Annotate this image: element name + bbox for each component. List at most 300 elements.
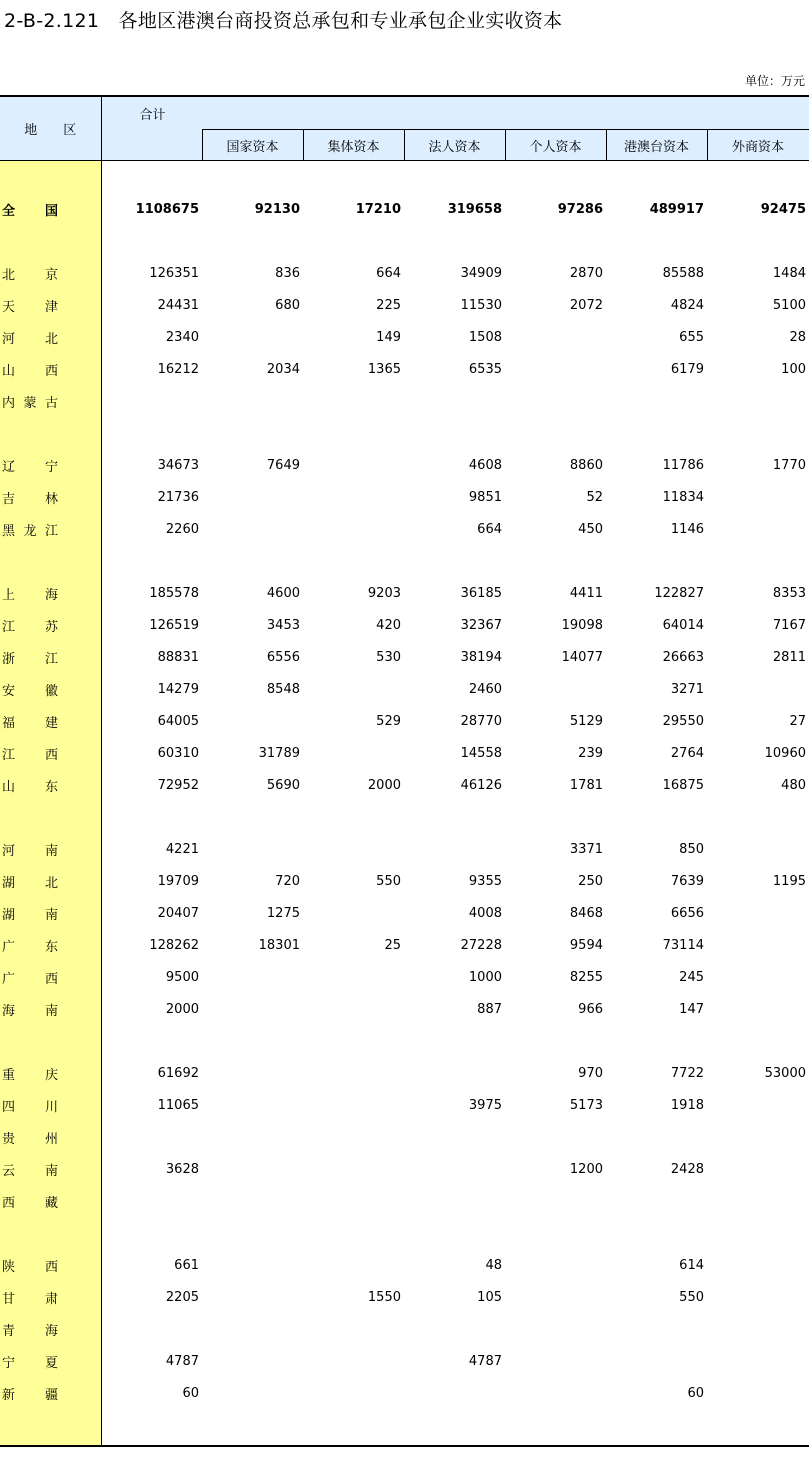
value-cell: 614 [679, 1257, 704, 1273]
total-cell: 128262 [149, 937, 199, 953]
value-cell [303, 1345, 404, 1377]
table-row [0, 1185, 809, 1217]
value-cell: 7649 [266, 457, 300, 473]
spacer-cell [404, 801, 505, 833]
spacer-cell [101, 161, 202, 194]
value-cell [707, 1121, 809, 1153]
region-char: 北 [44, 331, 58, 347]
region-char: 肃 [44, 1291, 58, 1307]
value-cell [707, 1377, 809, 1409]
value-cell: 11786 [662, 457, 704, 473]
region-char: 山 [2, 779, 16, 795]
value-cell: 34909 [460, 265, 502, 281]
value-cell: 2034 [266, 361, 300, 377]
spacer-cell [707, 225, 809, 257]
total-cell: 24431 [157, 297, 199, 313]
spacer-cell [303, 1025, 404, 1057]
region-char: 湖 [2, 907, 16, 923]
value-cell: 1200 [569, 1161, 603, 1177]
region-char: 浙 [2, 651, 16, 667]
value-cell: 550 [376, 873, 401, 889]
value-cell: 8255 [569, 969, 603, 985]
bottom-region [0, 1409, 101, 1446]
value-cell [707, 1281, 809, 1313]
region-cell [0, 385, 101, 417]
spacer-row [0, 417, 809, 449]
table-row [0, 673, 809, 705]
value-cell [707, 993, 809, 1025]
value-cell [606, 1345, 707, 1377]
region-char: 内 [2, 395, 16, 411]
value-cell: 8548 [266, 681, 300, 697]
header-col-0: 国家资本 [202, 130, 303, 161]
value-cell: 887 [477, 1001, 502, 1017]
region-cell [0, 481, 101, 513]
value-cell: 2072 [569, 297, 603, 313]
region-cell [0, 577, 101, 609]
value-cell: 149 [376, 329, 401, 345]
value-cell [505, 1249, 606, 1281]
value-cell: 18301 [258, 937, 300, 953]
value-cell [707, 481, 809, 513]
value-cell [202, 961, 303, 993]
value-cell [202, 833, 303, 865]
region-cell [0, 993, 101, 1025]
value-cell: 26663 [662, 649, 704, 665]
region-char: 川 [44, 1099, 58, 1115]
value-cell: 147 [679, 1001, 704, 1017]
value-cell [505, 1121, 606, 1153]
region-char: 湖 [2, 875, 16, 891]
value-cell [404, 1153, 505, 1185]
value-cell [202, 705, 303, 737]
header-top-blank [202, 96, 809, 130]
value-cell: 5100 [772, 297, 806, 313]
region-char: 江 [44, 651, 58, 667]
region-cell [0, 513, 101, 545]
value-cell: 10960 [764, 745, 806, 761]
total-cell: 4221 [165, 841, 199, 857]
value-cell: 1146 [670, 521, 704, 537]
value-cell: 25 [384, 937, 401, 953]
value-cell: 64014 [662, 617, 704, 633]
value-cell: 664 [477, 521, 502, 537]
spacer-cell [505, 161, 606, 194]
value-cell [606, 1313, 707, 1345]
region-char: 陕 [2, 1259, 16, 1275]
spacer-cell [707, 545, 809, 577]
value-cell [707, 385, 809, 417]
value-cell: 9355 [468, 873, 502, 889]
value-cell [303, 897, 404, 929]
spacer-cell [606, 1217, 707, 1249]
value-cell [505, 321, 606, 353]
value-cell [505, 1185, 606, 1217]
value-cell [707, 833, 809, 865]
spacer-row [0, 801, 809, 833]
value-cell [303, 1249, 404, 1281]
region-char: 新 [2, 1387, 16, 1403]
region-char: 国 [44, 203, 58, 219]
value-cell: 4411 [569, 585, 603, 601]
region-cell [0, 193, 101, 225]
value-cell: 1195 [772, 873, 806, 889]
region-char: 河 [2, 331, 16, 347]
value-cell: 480 [781, 777, 806, 793]
region-cell [0, 833, 101, 865]
region-char: 海 [44, 587, 58, 603]
value-cell: 239 [578, 745, 603, 761]
value-cell [202, 1249, 303, 1281]
value-cell [202, 385, 303, 417]
spacer-cell [404, 225, 505, 257]
spacer-cell [303, 161, 404, 194]
region-cell [0, 1281, 101, 1313]
value-cell: 9203 [367, 585, 401, 601]
value-cell: 1508 [468, 329, 502, 345]
value-cell [505, 1377, 606, 1409]
value-cell: 7639 [670, 873, 704, 889]
region-char: 南 [44, 1163, 58, 1179]
value-cell: 28770 [460, 713, 502, 729]
value-cell: 48 [485, 1257, 502, 1273]
bottom-cell [606, 1409, 707, 1446]
table-row [0, 961, 809, 993]
value-cell [303, 737, 404, 769]
value-cell [505, 353, 606, 385]
value-cell [303, 1057, 404, 1089]
header-total-blank [101, 130, 202, 161]
value-cell: 4824 [670, 297, 704, 313]
total-cell: 9500 [165, 969, 199, 985]
value-cell: 1275 [266, 905, 300, 921]
bottom-cell [404, 1409, 505, 1446]
region-char: 南 [44, 843, 58, 859]
region-char: 西 [44, 363, 58, 379]
value-cell: 97286 [557, 201, 603, 217]
value-cell [404, 1185, 505, 1217]
value-cell: 105 [477, 1289, 502, 1305]
value-cell [505, 1313, 606, 1345]
table-row [0, 1089, 809, 1121]
region-char: 林 [44, 491, 58, 507]
table-row [0, 513, 809, 545]
table-row [0, 1121, 809, 1153]
value-cell [707, 929, 809, 961]
value-cell [606, 385, 707, 417]
value-cell [303, 1313, 404, 1345]
value-cell [303, 1089, 404, 1121]
value-cell: 11530 [460, 297, 502, 313]
header-row-sub [0, 130, 809, 161]
total-cell: 126519 [149, 617, 199, 633]
spacer-cell [404, 1217, 505, 1249]
spacer-region [0, 545, 101, 577]
region-cell [0, 1185, 101, 1217]
region-char: 古 [44, 395, 58, 411]
value-cell: 92475 [760, 201, 806, 217]
value-cell: 52 [586, 489, 603, 505]
value-cell: 1000 [468, 969, 502, 985]
region-char: 北 [2, 267, 16, 283]
region-char: 贵 [2, 1131, 16, 1147]
total-cell: 61692 [157, 1065, 199, 1081]
total-cell: 64005 [157, 713, 199, 729]
value-cell: 6535 [468, 361, 502, 377]
region-cell [0, 961, 101, 993]
spacer-cell [404, 161, 505, 194]
region-char: 四 [2, 1099, 16, 1115]
spacer-row [0, 1217, 809, 1249]
region-cell [0, 449, 101, 481]
region-char: 西 [44, 971, 58, 987]
value-cell: 2428 [670, 1161, 704, 1177]
table-row [0, 257, 809, 289]
value-cell: 319658 [447, 201, 502, 217]
value-cell [202, 1089, 303, 1121]
table-row [0, 353, 809, 385]
table-row [0, 737, 809, 769]
region-char: 广 [2, 939, 16, 955]
value-cell [707, 1153, 809, 1185]
value-cell: 1484 [772, 265, 806, 281]
value-cell: 970 [578, 1065, 603, 1081]
value-cell: 9851 [468, 489, 502, 505]
table-row [0, 321, 809, 353]
region-cell [0, 737, 101, 769]
bottom-cell [101, 1409, 202, 1446]
value-cell: 14558 [460, 745, 502, 761]
table-row [0, 1057, 809, 1089]
value-cell: 8860 [569, 457, 603, 473]
value-cell: 966 [578, 1001, 603, 1017]
value-cell: 530 [376, 649, 401, 665]
value-cell: 4787 [468, 1353, 502, 1369]
value-cell: 250 [578, 873, 603, 889]
value-cell [707, 897, 809, 929]
total-cell: 2260 [165, 521, 199, 537]
value-cell: 4608 [468, 457, 502, 473]
total-cell: 20407 [157, 905, 199, 921]
value-cell [202, 993, 303, 1025]
value-cell [505, 673, 606, 705]
header-total: 合计 [101, 96, 202, 130]
spacer-cell [707, 161, 809, 194]
region-cell [0, 1057, 101, 1089]
region-char: 苏 [44, 619, 58, 635]
value-cell: 1781 [569, 777, 603, 793]
value-cell [303, 961, 404, 993]
value-cell [202, 1185, 303, 1217]
table-row [0, 1313, 809, 1345]
spacer-cell [303, 225, 404, 257]
value-cell: 529 [376, 713, 401, 729]
value-cell: 1550 [367, 1289, 401, 1305]
value-cell [707, 1345, 809, 1377]
region-char: 北 [44, 875, 58, 891]
value-cell: 92130 [254, 201, 300, 217]
table-row [0, 641, 809, 673]
table-row [0, 385, 809, 417]
total-cell: 1108675 [135, 201, 199, 217]
table-row [0, 929, 809, 961]
table-row [0, 193, 809, 225]
total-cell: 72952 [157, 777, 199, 793]
value-cell [202, 481, 303, 513]
spacer-cell [202, 545, 303, 577]
total-cell [101, 385, 202, 417]
value-cell [404, 833, 505, 865]
region-char: 全 [2, 203, 16, 219]
spacer-cell [606, 545, 707, 577]
value-cell [202, 1281, 303, 1313]
value-cell: 27228 [460, 937, 502, 953]
region-char: 海 [44, 1323, 58, 1339]
value-cell: 4008 [468, 905, 502, 921]
spacer-cell [707, 801, 809, 833]
total-cell: 2205 [165, 1289, 199, 1305]
spacer-cell [101, 545, 202, 577]
table-row [0, 1249, 809, 1281]
value-cell [303, 513, 404, 545]
value-cell [707, 1089, 809, 1121]
table-row [0, 865, 809, 897]
value-cell: 19098 [561, 617, 603, 633]
bottom-cell [303, 1409, 404, 1446]
value-cell: 2870 [569, 265, 603, 281]
spacer-cell [202, 161, 303, 194]
spacer-region [0, 801, 101, 833]
value-cell: 85588 [662, 265, 704, 281]
total-cell: 185578 [149, 585, 199, 601]
total-cell: 19709 [157, 873, 199, 889]
value-cell: 1770 [772, 457, 806, 473]
spacer-cell [707, 417, 809, 449]
table-row [0, 449, 809, 481]
header-col-5: 外商资本 [707, 130, 809, 161]
spacer-row [0, 161, 809, 194]
region-char: 庆 [44, 1067, 58, 1083]
table-row [0, 769, 809, 801]
spacer-region [0, 161, 101, 194]
region-cell [0, 353, 101, 385]
region-char: 西 [44, 747, 58, 763]
value-cell [707, 1185, 809, 1217]
spacer-row [0, 1025, 809, 1057]
region-cell [0, 321, 101, 353]
value-cell [303, 449, 404, 481]
table-row [0, 481, 809, 513]
region-char: 龙 [23, 523, 37, 539]
value-cell [202, 513, 303, 545]
region-char: 青 [2, 1323, 16, 1339]
value-cell: 36185 [460, 585, 502, 601]
total-cell: 3628 [165, 1161, 199, 1177]
spacer-cell [303, 1217, 404, 1249]
spacer-row [0, 545, 809, 577]
bottom-cell [707, 1409, 809, 1446]
value-cell: 7167 [772, 617, 806, 633]
total-cell: 60 [182, 1385, 199, 1401]
value-cell [707, 1313, 809, 1345]
table-row [0, 1281, 809, 1313]
value-cell: 850 [679, 841, 704, 857]
header-row-top [0, 96, 809, 130]
spacer-row [0, 225, 809, 257]
value-cell: 5690 [266, 777, 300, 793]
table-row [0, 1153, 809, 1185]
spacer-cell [606, 417, 707, 449]
value-cell [303, 385, 404, 417]
value-cell: 46126 [460, 777, 502, 793]
total-cell: 21736 [157, 489, 199, 505]
region-char: 福 [2, 715, 16, 731]
value-cell [606, 1121, 707, 1153]
header-col-2: 法人资本 [404, 130, 505, 161]
region-char: 江 [2, 747, 16, 763]
region-char: 西 [44, 1259, 58, 1275]
table-row [0, 609, 809, 641]
value-cell: 2000 [367, 777, 401, 793]
spacer-cell [505, 545, 606, 577]
table-row [0, 897, 809, 929]
value-cell: 73114 [662, 937, 704, 953]
spacer-cell [505, 1217, 606, 1249]
table-row [0, 289, 809, 321]
region-char: 藏 [44, 1195, 58, 1211]
value-cell [303, 1153, 404, 1185]
value-cell: 720 [275, 873, 300, 889]
spacer-cell [505, 1025, 606, 1057]
spacer-region [0, 1025, 101, 1057]
page-title: 2-B-2.121 各地区港澳台商投资总承包和专业承包企业实收资本 [4, 10, 563, 32]
region-char: 南 [44, 907, 58, 923]
total-cell: 60310 [157, 745, 199, 761]
value-cell: 100 [781, 361, 806, 377]
header-col-1: 集体资本 [303, 130, 404, 161]
value-cell [202, 1121, 303, 1153]
value-cell: 489917 [649, 201, 704, 217]
region-char: 西 [2, 1195, 16, 1211]
region-char: 津 [44, 299, 58, 315]
spacer-region [0, 1217, 101, 1249]
bottom-cell [505, 1409, 606, 1446]
value-cell [303, 833, 404, 865]
spacer-cell [202, 801, 303, 833]
region-char: 海 [2, 1003, 16, 1019]
value-cell: 31789 [258, 745, 300, 761]
total-cell [101, 1313, 202, 1345]
total-cell [101, 1185, 202, 1217]
value-cell [202, 1057, 303, 1089]
value-cell: 420 [376, 617, 401, 633]
region-char: 甘 [2, 1291, 16, 1307]
region-char: 南 [44, 1003, 58, 1019]
region-cell [0, 929, 101, 961]
region-char: 东 [44, 939, 58, 955]
value-cell: 5173 [569, 1097, 603, 1113]
value-cell [202, 321, 303, 353]
value-cell [303, 993, 404, 1025]
value-cell [707, 673, 809, 705]
value-cell [505, 1345, 606, 1377]
value-cell [303, 1185, 404, 1217]
value-cell: 2764 [670, 745, 704, 761]
region-cell [0, 1249, 101, 1281]
spacer-cell [606, 801, 707, 833]
region-char: 蒙 [23, 395, 37, 411]
value-cell [303, 1377, 404, 1409]
